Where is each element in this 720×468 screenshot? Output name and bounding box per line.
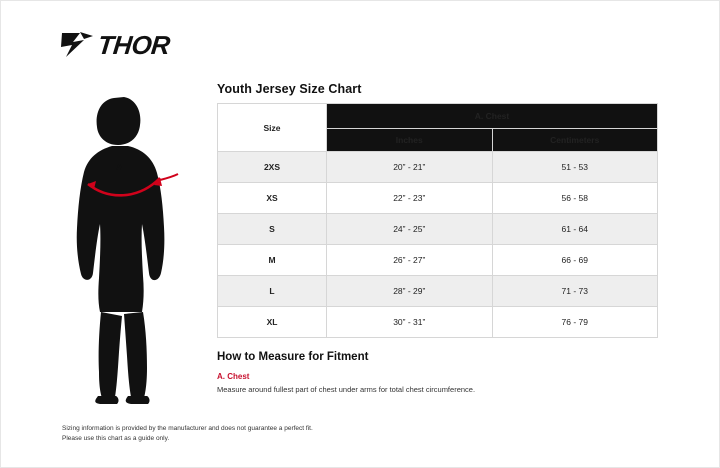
column-header-centimeters: Centimeters bbox=[492, 129, 658, 152]
brand-name: THOR bbox=[96, 30, 172, 60]
cell-size: M bbox=[218, 245, 327, 276]
cell-centimeters: 61 - 64 bbox=[492, 214, 658, 245]
how-to-measure-title: How to Measure for Fitment bbox=[217, 351, 369, 363]
cell-size: L bbox=[218, 276, 327, 307]
column-header-inches: Inches bbox=[327, 129, 493, 152]
disclaimer-line-1: Sizing information is provided by the manufacturer and does not guarantee a perfect fit. bbox=[62, 425, 313, 432]
cell-centimeters: 66 - 69 bbox=[492, 245, 658, 276]
cell-centimeters: 76 - 79 bbox=[492, 307, 658, 338]
chest-measure-marker: A bbox=[116, 162, 123, 172]
table-row bbox=[218, 276, 658, 307]
brand-logo bbox=[60, 30, 170, 60]
disclaimer bbox=[62, 424, 313, 444]
thor-bolt-icon bbox=[60, 30, 94, 60]
column-header-size: Size bbox=[218, 104, 327, 152]
cell-centimeters: 56 - 58 bbox=[492, 183, 658, 214]
cell-centimeters: 51 - 53 bbox=[492, 152, 658, 183]
cell-size: XS bbox=[218, 183, 327, 214]
table-row bbox=[218, 214, 658, 245]
cell-size: 2XS bbox=[218, 152, 327, 183]
cell-inches: 30” - 31” bbox=[327, 307, 493, 338]
cell-inches: 28” - 29” bbox=[327, 276, 493, 307]
column-group-header-chest: A. Chest bbox=[327, 104, 658, 129]
cell-size: XL bbox=[218, 307, 327, 338]
cell-inches: 24” - 25” bbox=[327, 214, 493, 245]
disclaimer-line-2: Please use this chart as a guide only. bbox=[62, 435, 170, 443]
youth-body-silhouette-icon bbox=[62, 96, 202, 406]
cell-size: S bbox=[218, 214, 327, 245]
page-title: Youth Jersey Size Chart bbox=[217, 82, 362, 96]
cell-inches: 20” - 21” bbox=[327, 152, 493, 183]
table-row bbox=[218, 245, 658, 276]
table-row bbox=[218, 183, 658, 214]
cell-inches: 26” - 27” bbox=[327, 245, 493, 276]
table-row bbox=[218, 152, 658, 183]
how-to-measure-description: Measure around fullest part of chest under arms for total chest circumference. bbox=[217, 385, 476, 394]
table-row bbox=[218, 307, 658, 338]
how-to-measure-key: A. Chest bbox=[217, 372, 250, 381]
size-chart-table bbox=[217, 103, 658, 338]
table-header-row-1 bbox=[218, 104, 658, 129]
cell-inches: 22” - 23” bbox=[327, 183, 493, 214]
cell-centimeters: 71 - 73 bbox=[492, 276, 658, 307]
